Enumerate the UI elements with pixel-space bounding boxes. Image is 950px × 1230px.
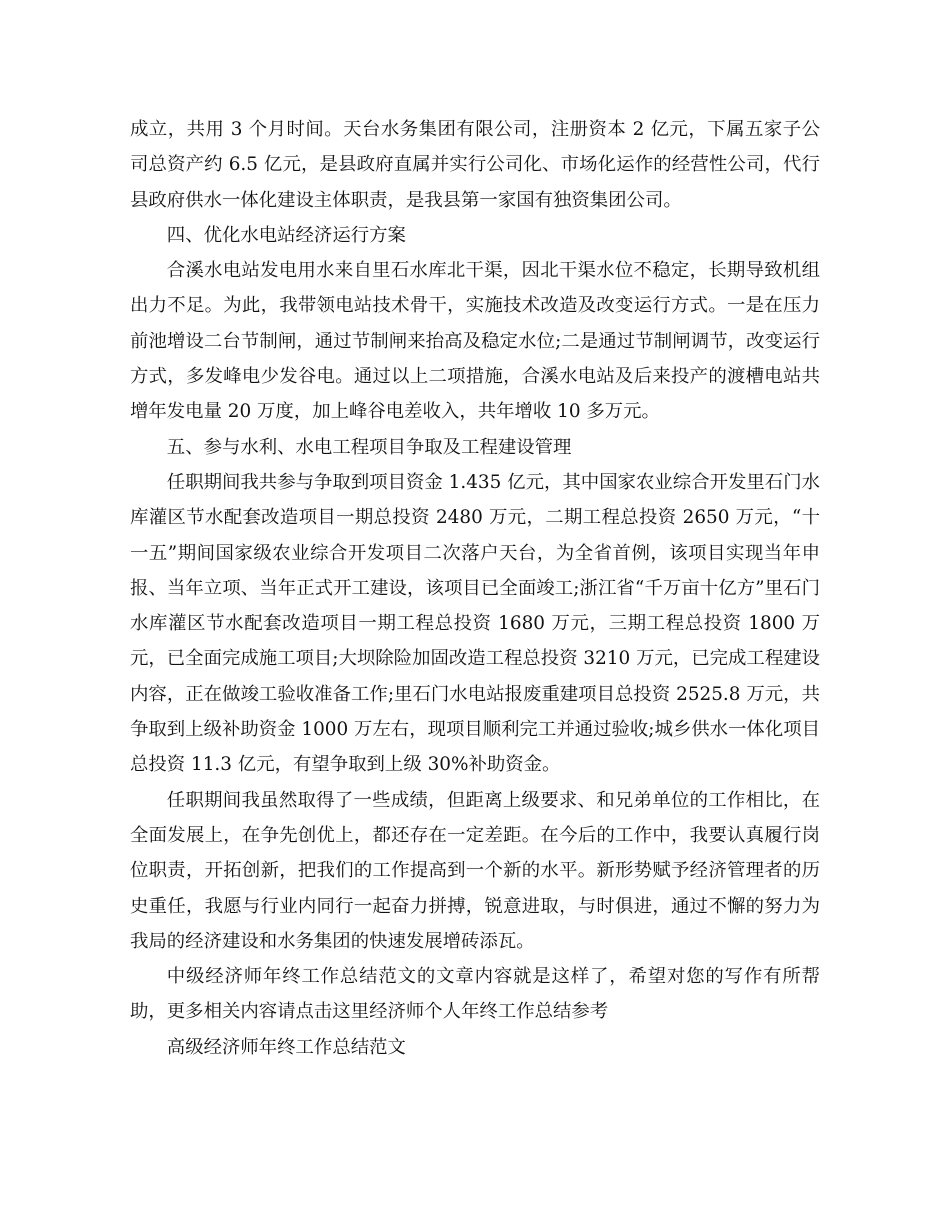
- section-heading-4: 四、优化水电站经济运行方案: [166, 224, 406, 246]
- paragraph-conclusion: 任职期间我虽然取得了一些成绩，但距离上级要求、和兄弟单位的工作相比，在全面发展上，在争先创优上，都还存在一定差距。在今后的工作中，我要认真履行岗位职责，开拓创新，把我们的工作提高到一个新的水平。新形势赋予经济管理者的历史重任，我愿与行业内同行一起奋力拼搏，锐意进取，与时俱进，通过不懈的努力为我局的经济建设和水务集团的快速发展增砖添瓦。: [130, 789, 820, 952]
- paragraph-project-funding: 任职期间我共参与争取到项目资金 1.435 亿元，其中国家农业综合开发里石门水库灌区节水配套改造项目一期总投资 2480 万元，二期工程总投资 2650 万元，“十一五”期间国家级农业综合开发项目二次落户天台，为全省首例，该项目实现当年申报、当年立项、当年正式开工建设，该项目已全面竣工;浙江省“千万亩十亿方”里石门水库灌区节水配套改造项目一期工程总投资 1680 万元，三期工程总投资 1800 万元，已全面完成施工项目;大坝除险加固改造工程总投资 3210 万元，已完成工程建设内容，正在做竣工验收准备工作;里石门水电站报废重建项目总投资 2525.8 万元，共争取到上级补助资金 1000 万左右，现项目顺利完工并通过验收;城乡供水一体化项目总投资 11.3 亿元，有望争取到上级 30%补助资金。: [130, 471, 820, 776]
- paragraph-closing-note: 中级经济师年终工作总结范文的文章内容就是这样了，希望对您的写作有所帮助，更多相关内容请点击这里经济师个人年终工作总结参考: [130, 966, 820, 1023]
- document-page: [130, 112, 820, 1065]
- section-heading-5: 五、参与水利、水电工程项目争取及工程建设管理: [166, 436, 572, 458]
- paragraph-hydropower-operation: 合溪水电站发电用水来自里石水库北干渠，因北干渠水位不稳定，长期导致机组出力不足。为此，我带领电站技术骨干，实施技术改造及改变运行方式。一是在压力前池增设二台节制闸，通过节制闸来抬高及稳定水位;二是通过节制闸调节，改变运行方式，多发峰电少发谷电。通过以上二项措施，合溪水电站及后来投产的渡槽电站共增年发电量 20 万度，加上峰谷电差收入，共年增收 10 多万元。: [130, 260, 820, 423]
- next-article-title: 高级经济师年终工作总结范文: [166, 1036, 406, 1058]
- paragraph-company-intro: 成立，共用 3 个月时间。天台水务集团有限公司，注册资本 2 亿元，下属五家子公司总资产约 6.5 亿元，是县政府直属并实行公司化、市场化运作的经营性公司，代行县政府供水一体化建设主体职责，是我县第一家国有独资集团公司。: [130, 119, 820, 211]
